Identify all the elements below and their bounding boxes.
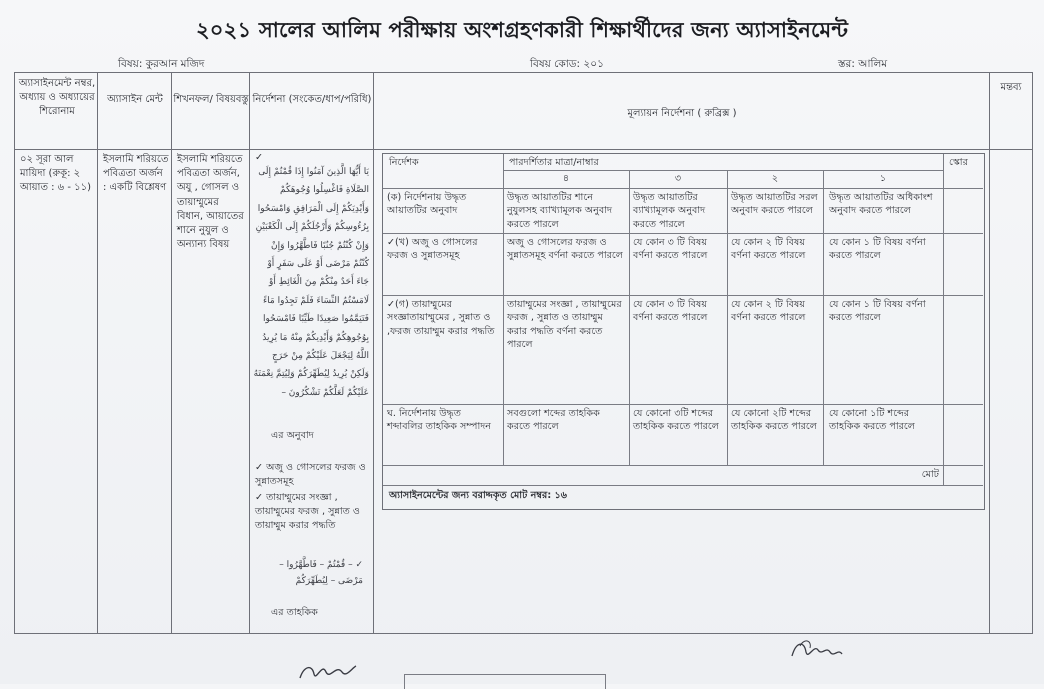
rubric-divider: [383, 188, 983, 189]
rubric-row-level-1: যে কোনো ১টি শব্দের তাহকিক করতে পারলে: [829, 408, 915, 433]
rubric-divider: [629, 170, 630, 465]
rubric-table: [382, 153, 985, 510]
rubric-divider: [943, 154, 944, 485]
translation-instruction: এর অনুবাদ: [271, 430, 314, 441]
rubric-divider: [383, 233, 983, 234]
rubric-row-level-3: যে কোন ৩ টি বিষয় বর্ণনা করতে পারলে: [633, 237, 708, 262]
rubric-row-level-4: অজু ও গোসলের ফরজ ও সুন্নাতসমূহ বর্ণনা করতে পারলে: [507, 237, 623, 262]
rubric-total-label: মোট: [921, 469, 939, 480]
rubric-row-indicator: ✓(গ) তায়াম্মুমের সংজ্ঞাতায়াম্মুমের , সুন্নাত ও ,ফরজ তায়াম্মুম করার পদ্ধতি: [387, 299, 495, 337]
column-divider: [373, 73, 374, 633]
header-evaluation: মূল্যায়ন নির্দেশনা ( রুব্রিক্স ): [627, 108, 737, 119]
rubric-proficiency-header: পারদর্শিতার মাত্রা/নাম্বার: [509, 157, 599, 168]
rubric-divider: [383, 295, 983, 296]
arabic-verse-text: يَا أَيُّهَا الَّذِينَ آمَنُوا إِذَا قُمْتُمْ إِلَى الصَّلَاةِ فَاغْسِلُوا وُجُوهَكُمْ وَأَيْدِيَكُمْ إِلَى الْمَرَافِقِ وَامْسَحُوا بِرُءُوسِكُمْ وَأَرْجُلَكُمْ إِلَى الْكَعْبَيْنِ وَإِنْ كُنْتُمْ جُنُبًا فَاطَّهَّرُوا وَإِنْ كُنْتُمْ مَرْضَى أَوْ عَلَى سَفَرٍ أَوْ جَاءَ أَحَدٌ مِنْكُمْ مِنَ الْغَائِطِ أَوْ لَامَسْتُمُ النِّسَاءَ فَلَمْ تَجِدُوا مَاءً فَتَيَمَّمُوا صَعِيدًا طَيِّبًا فَامْسَحُوا بِوُجُوهِكُمْ وَأَيْدِيكُمْ مِنْهُ مَا يُرِيدُ اللَّهُ لِيَجْعَلَ عَلَيْكُمْ مِنْ حَرَجٍ وَلَكِنْ يُرِيدُ لِيُطَهِّرَكُمْ وَلِيُتِمَّ نِعْمَتَهُ عَلَيْكُمْ لَعَلَّكُمْ تَشْكُرُونَ –: [253, 167, 369, 398]
subject-code-label: বিষয় কোড: ২০১: [530, 58, 604, 70]
column-divider: [97, 73, 98, 633]
signature-left: [296, 656, 360, 684]
rubric-divider: [383, 465, 983, 466]
page-title: ২০২১ সালের আলিম পরীক্ষায় অংশগ্রহণকারী শিক্ষার্থীদের জন্য অ্যাসাইনমেন্ট: [195, 18, 849, 42]
rubric-divider: [503, 154, 504, 465]
instruction-item-wudu: ✓ অজু ও গোসলের ফরজ ও সুন্নাতসমূহ: [255, 462, 366, 487]
rubric-row-indicator: (ক) নির্দেশনায় উদ্ধৃত আয়াতটির অনুবাদ: [387, 192, 467, 217]
cell-assignment-number: ০২ সূরা আল মায়িদা (রুকূ: ২ আয়াত : ৬ - ১১): [20, 154, 92, 194]
rubric-allocated-marks: অ্যাসাইনমেন্টের জন্য বরাদ্দকৃত মোট নম্বর: ১৬: [389, 490, 567, 501]
header-divider: [15, 149, 1032, 150]
column-divider: [171, 73, 172, 633]
rubric-row-level-1: যে কোন ১ টি বিষয় বর্ণনা করতে পারলে: [829, 299, 926, 324]
rubric-row-level-4: তায়াম্মুমের সংজ্ঞা , তায়াম্মুমের ফরজ , সুন্নাত ও তায়াম্মুম করার পদ্ধতি বর্ণনা করতে পারলে: [507, 299, 622, 351]
header-instructions: নির্দেশনা (সংকেত/ধাপ/পরিধি): [252, 94, 372, 105]
rubric-row-level-1: যে কোন ১ টি বিষয় বর্ণনা করতে পারলে: [829, 237, 926, 262]
rubric-row-level-2: যে কোন ২ টি বিষয় বর্ণনা করতে পারলে: [731, 299, 806, 324]
rubric-row-level-1: উদ্ধৃত আয়াতটির অধিকাংশ অনুবাদ করতে পারলে: [829, 192, 933, 217]
header-remarks: মন্তব্য: [1000, 82, 1022, 93]
rubric-row-indicator: ঘ. নির্দেশনায় উদ্ধৃত শব্দাবলির তাহকিক সম্পাদন: [387, 408, 491, 433]
rubric-level-3: ৩: [674, 173, 682, 184]
rubric-row-level-2: যে কোন ২ টি বিষয় বর্ণনা করতে পারলে: [731, 237, 806, 262]
rubric-score-header: স্কোর: [949, 157, 968, 168]
column-divider: [249, 73, 250, 633]
cell-learning-outcome: ইসলামি শরিয়তে পবিত্রতা অর্জন, অযু , গোসল ও তায়াম্মুমের বিধান, আয়াতের শানে নুযুল ও অন্যান্য বিষয়: [177, 154, 244, 251]
rubric-row-level-3: যে কোন ৩ টি বিষয় বর্ণনা করতে পারলে: [633, 299, 708, 324]
rubric-level-4: ৪: [562, 173, 570, 184]
instruction-word-analysis: ✓ – قُمْتُمْ – فَاطَّهَّرُوا – مَرْضَى – لِيُطَهِّرَكُمْ: [279, 560, 363, 586]
rubric-level-1: ১: [879, 173, 887, 184]
rubric-divider: [727, 170, 728, 465]
rubric-row-level-2: যে কোনো ২টি শব্দের তাহকিক করতে পারলে: [731, 408, 817, 433]
rubric-indicator-header: নির্দেশক: [389, 157, 419, 168]
rubric-row-level-4: উদ্ধৃত আয়াতটির শানে নুযুলসহ ব্যাখ্যামূলক অনুবাদ করতে পারলে: [507, 192, 613, 230]
instruction-item-tayammum: ✓ তায়াম্মুমের সংজ্ঞা , তায়াম্মুমের ফরজ , সুন্নাত ও তায়াম্মুম করার পদ্ধতি: [255, 492, 360, 531]
bottom-stamp-box: [404, 674, 606, 689]
cell-assignment: ইসলামি শরিয়তে পবিত্রতা অর্জন : একটি বিশ্লেষণ: [103, 154, 169, 194]
instructions-check-mark: ✓: [255, 152, 264, 163]
rubric-row-level-4: সবগুলো শব্দের তাহকিক করতে পারলে: [507, 408, 600, 433]
header-learning-outcome: শিখনফল/ বিষয়বস্তু: [173, 94, 249, 105]
header-assignment-number: অ্যাসাইনমেন্ট নম্বর, অধ্যায় ও অধ্যায়ের শিরোনাম: [18, 78, 96, 117]
rubric-divider: [503, 170, 943, 171]
rubric-divider: [383, 404, 983, 405]
column-divider: [989, 73, 990, 633]
signature-right: [786, 636, 846, 666]
rubric-level-2: ২: [771, 173, 779, 184]
rubric-row-level-3: উদ্ধৃত আয়াতটির ব্যাখ্যামূলক অনুবাদ করতে পারলে: [633, 192, 706, 230]
instruction-tahkik: এর তাহকিক: [271, 607, 318, 618]
rubric-row-indicator: ✓(খ) অজু ও গোসলের ফরজ ও সুন্নাতসমূহ: [387, 237, 478, 262]
rubric-divider: [383, 485, 983, 486]
rubric-row-level-3: যে কোনো ৩টি শব্দের তাহকিক করতে পারলে: [633, 408, 719, 433]
rubric-divider: [823, 170, 824, 465]
rubric-row-level-2: উদ্ধৃত আয়াতটির সরল অনুবাদ করতে পারলে: [731, 192, 818, 217]
header-assignment: অ্যাসাইন মেন্ট: [107, 94, 163, 105]
subject-label: বিষয়: কুরআন মজিদ: [118, 58, 205, 70]
level-label: স্তর: আলিম: [838, 58, 888, 70]
